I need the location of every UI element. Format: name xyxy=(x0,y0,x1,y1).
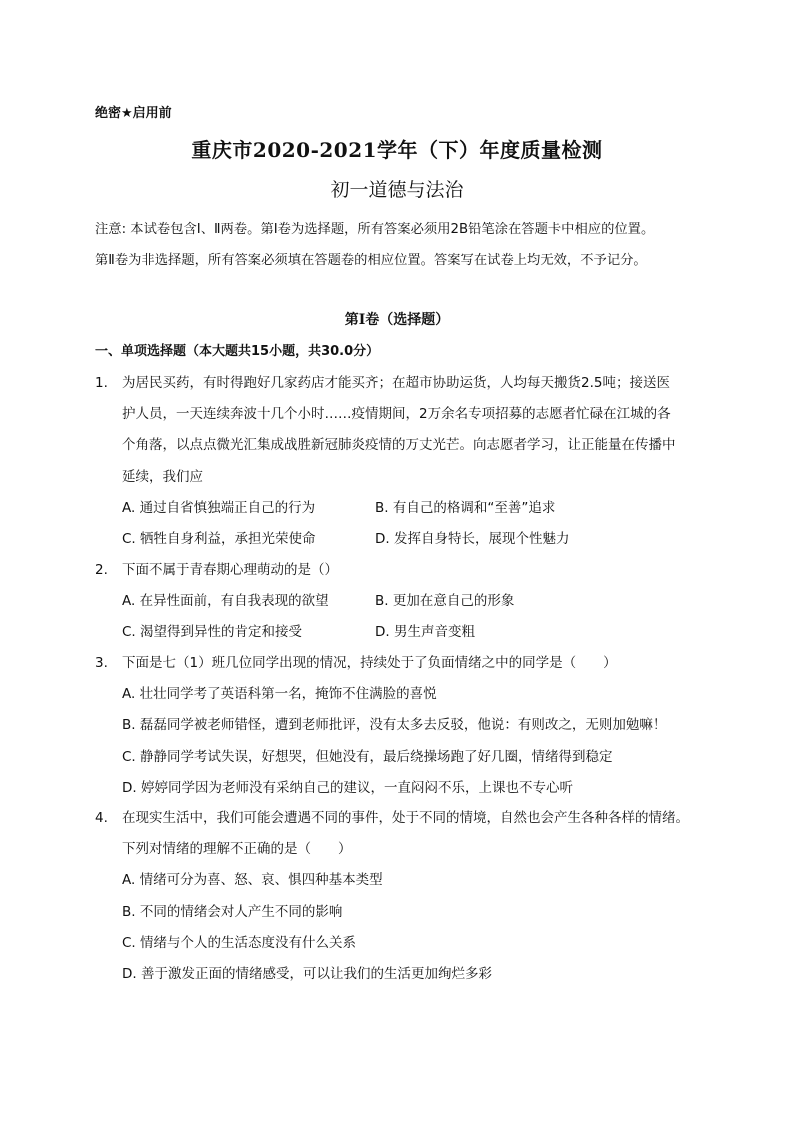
question-number: 2. xyxy=(95,562,108,578)
option-a: A. 在异性面前，有自我表现的欲望 xyxy=(122,593,329,610)
stem-line: 为居民买药，有时得跑好几家药店才能买齐；在超市协助运货，人均每天搬货2.5吨；接送医 xyxy=(122,375,670,391)
question-number: 3. xyxy=(95,655,108,671)
option-b: B. 磊磊同学被老师错怪，遭到老师批评，没有太多去反驳，他说：有则改之，无则加勉嘛！ xyxy=(122,717,667,734)
question-stem xyxy=(122,803,717,865)
option-c: C. 静静同学考试失误，好想哭，但她没有，最后绕操场跑了好几圈，情绪得到稳定 xyxy=(122,748,613,765)
option-c: C. 情绪与个人的生活态度没有什么关系 xyxy=(122,934,357,951)
option-c: C. 牺牲自身利益，承担光荣使命 xyxy=(122,531,316,547)
notice-line-1: 注意: 本试卷包含Ⅰ、Ⅱ两卷。第Ⅰ卷为选择题，所有答案必须用2B铅笔涂在答题卡中相应的位置。 xyxy=(95,222,655,237)
exam-subtitle: 初一道德与法治 xyxy=(330,179,464,201)
option-b: B. 有自己的格调和“至善”追求 xyxy=(375,499,556,516)
option-c: C. 渴望得到异性的肯定和接受 xyxy=(122,624,303,641)
exam-title: 重庆市2020-2021学年（下）年度质量检测 xyxy=(191,138,603,162)
stem-line: 延续，我们应 xyxy=(122,468,203,485)
options xyxy=(122,865,717,990)
option-a: A. 通过自省慎独端正自己的行为 xyxy=(122,499,316,516)
exam-notice xyxy=(95,214,715,276)
section-title: 第I卷（选择题） xyxy=(344,312,450,328)
question-3 xyxy=(95,648,717,804)
confidential-label: 绝密★启用前 xyxy=(95,106,172,121)
question-stem: 下面不属于青春期心理萌动的是（） xyxy=(122,562,338,578)
stem-line: 在现实生活中，我们可能会遭遇不同的事件，处于不同的情境，自然也会产生各种各样的情绪。 xyxy=(122,810,689,826)
options xyxy=(122,679,717,804)
question-number: 1. xyxy=(95,375,108,391)
option-d: D. 婷婷同学因为老师没有采纳自己的建议，一直闷闷不乐，上课也不专心听 xyxy=(122,779,573,796)
section-instruction: 一、单项选择题（本大题共15小题，共30.0分） xyxy=(95,344,380,359)
options xyxy=(122,493,717,555)
option-a: A. 壮壮同学考了英语科第一名，掩饰不住满脸的喜悦 xyxy=(122,686,437,703)
question-1 xyxy=(95,368,717,555)
option-d: D. 男生声音变粗 xyxy=(375,624,475,641)
options xyxy=(122,586,717,648)
option-d: D. 善于激发正面的情绪感受，可以让我们的生活更加绚烂多彩 xyxy=(122,965,492,982)
stem-line: 护人员，一天连续奔波十几个小时……疫情期间，2万余名专项招募的志愿者忙碌在江城的各 xyxy=(122,406,671,423)
question-stem: 下面是七（1）班几位同学出现的情况，持续处于了负面情绪之中的同学是（ ） xyxy=(122,655,617,671)
question-number: 4. xyxy=(95,810,108,826)
option-d: D. 发挥自身特长，展现个性魅力 xyxy=(375,531,570,547)
option-a: A. 情绪可分为喜、怒、哀、惧四种基本类型 xyxy=(122,872,383,889)
question-stem xyxy=(122,368,717,493)
notice-line-2: 第Ⅱ卷为非选择题，所有答案必须填在答题卷的相应位置。答案写在试卷上均无效，不予记分。 xyxy=(95,253,647,268)
question-4 xyxy=(95,803,717,990)
option-b: B. 不同的情绪会对人产生不同的影响 xyxy=(122,903,343,920)
question-2 xyxy=(95,555,717,649)
stem-line: 下列对情绪的理解不正确的是（ ） xyxy=(122,841,352,858)
option-b: B. 更加在意自己的形象 xyxy=(375,593,515,610)
stem-line: 个角落，以点点微光汇集成战胜新冠肺炎疫情的万丈光芒。向志愿者学习，让正能量在传播中 xyxy=(122,437,676,454)
